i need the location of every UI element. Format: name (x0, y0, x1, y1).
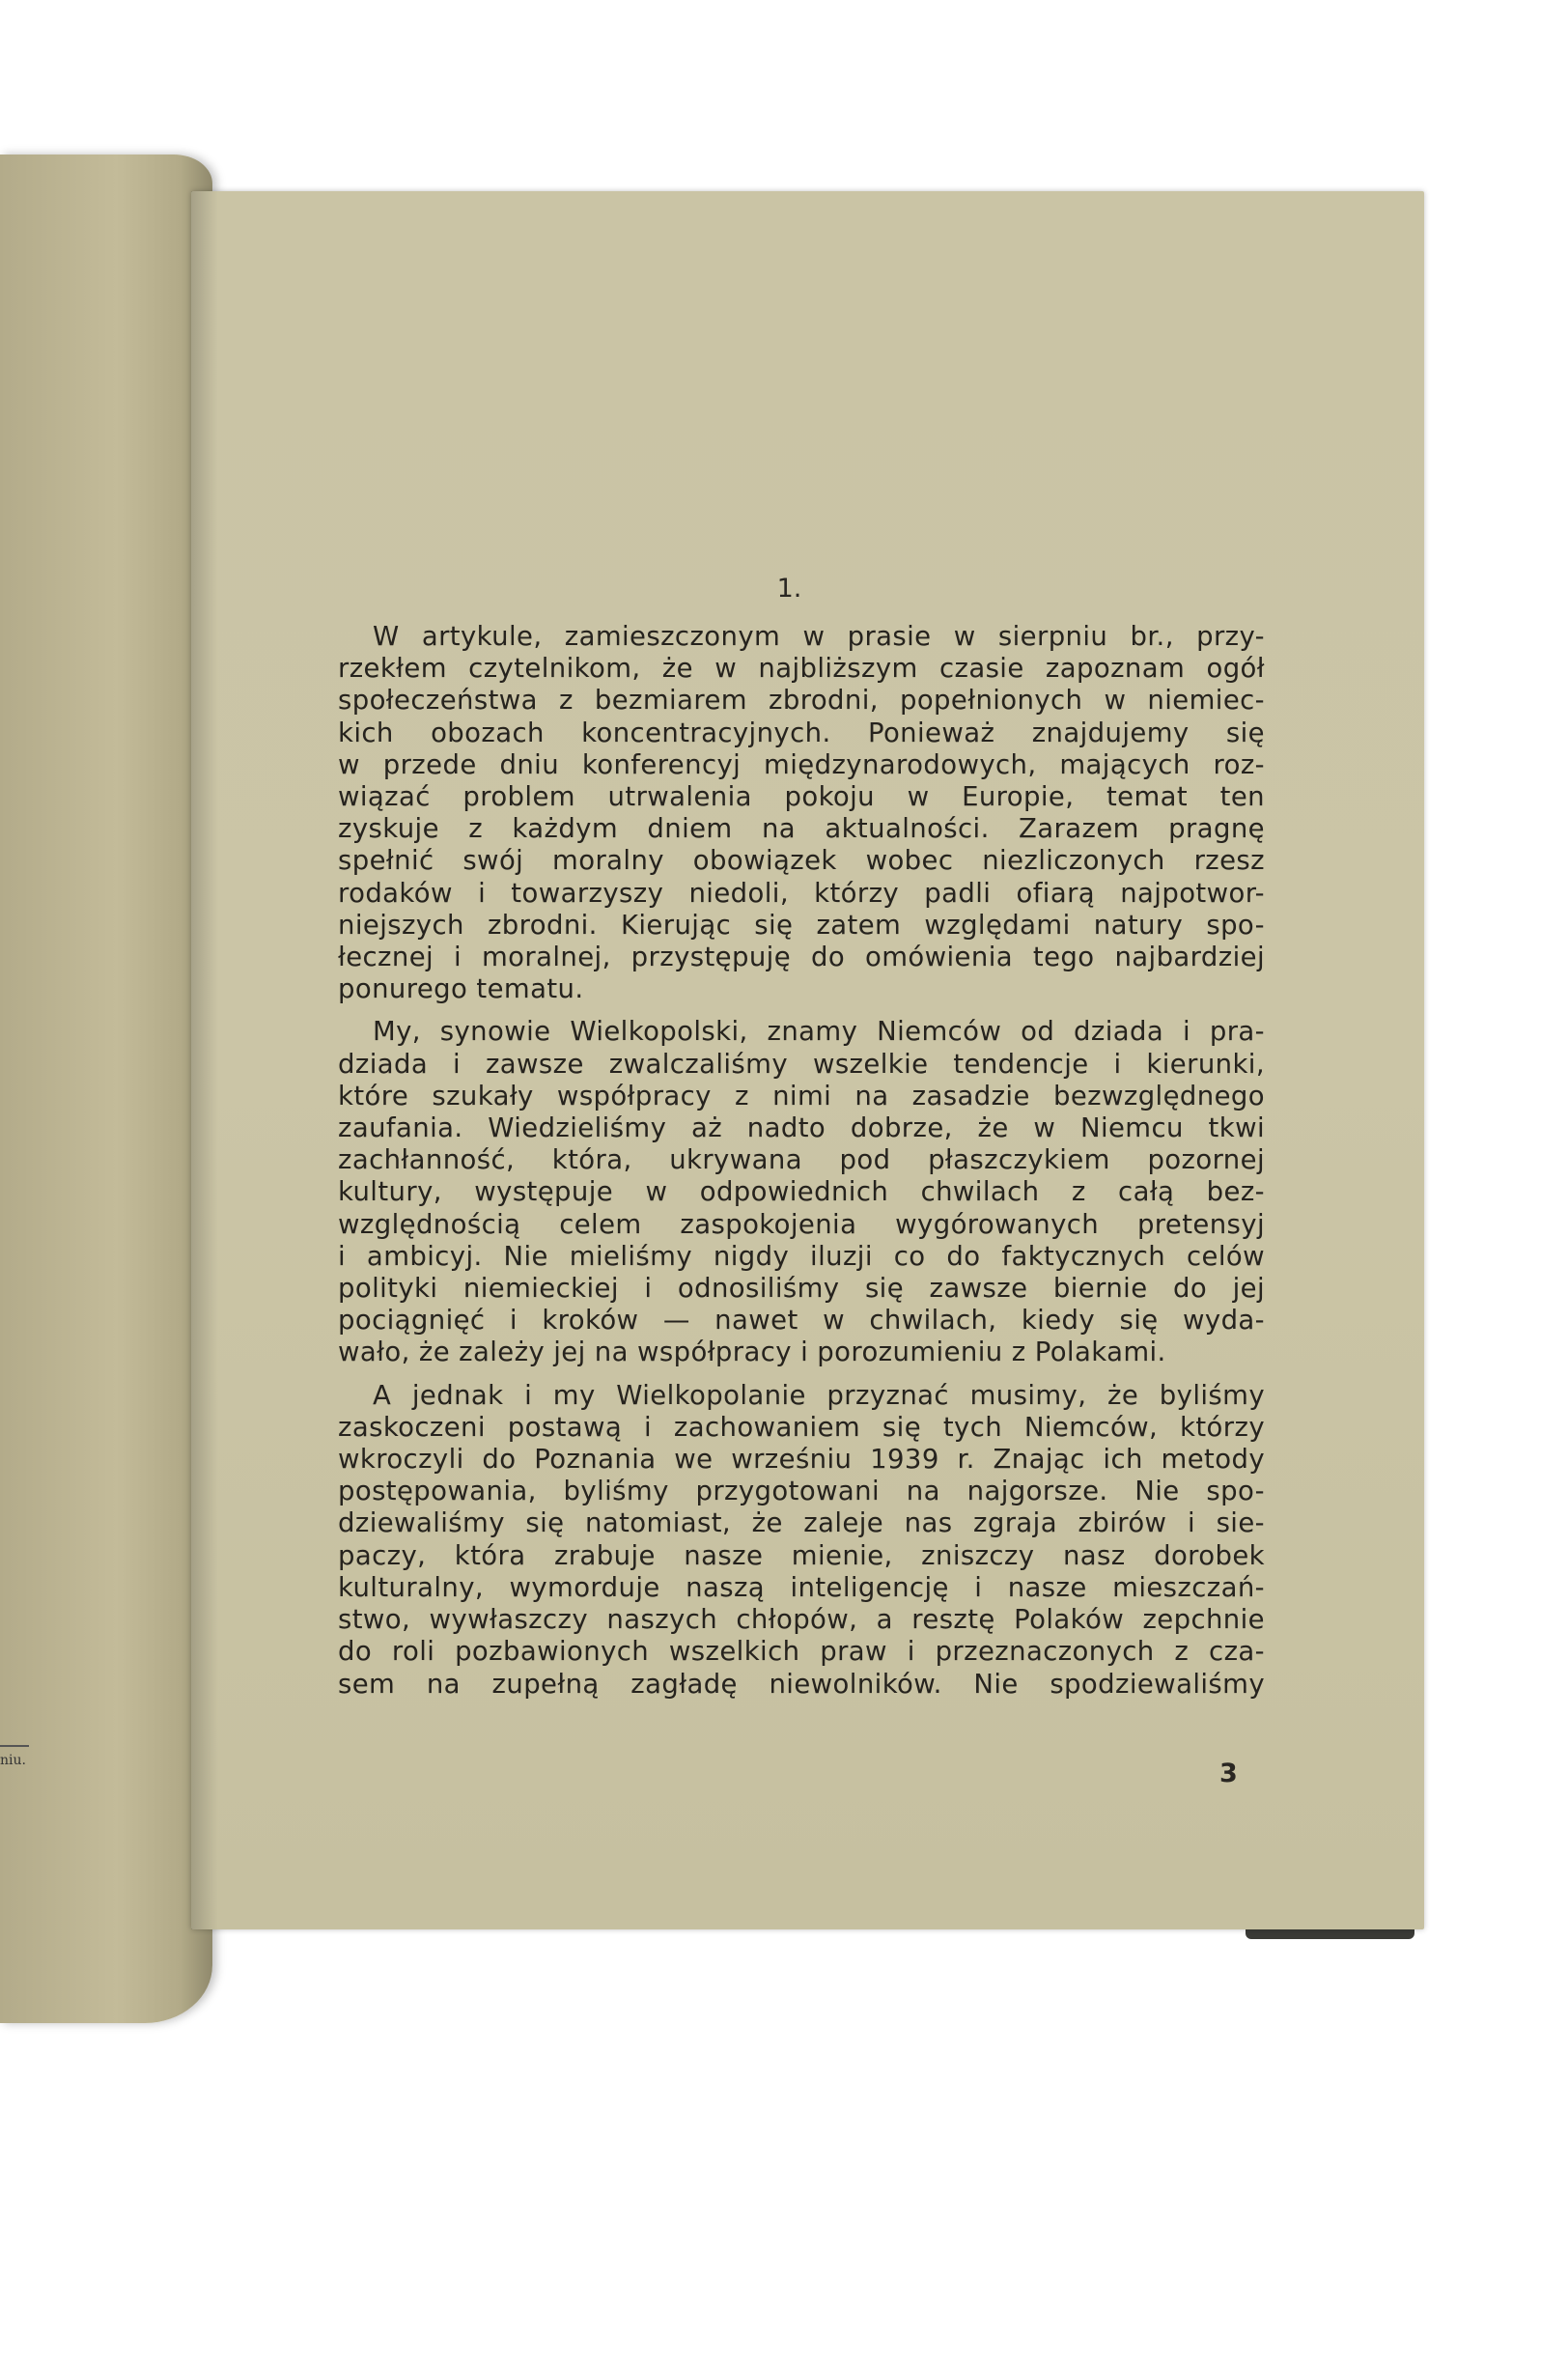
right-page (191, 191, 1424, 1929)
text-line: ponurego tematu. (338, 973, 584, 1005)
left-page (0, 155, 212, 2023)
text-line: wało, że zależy jej na współpracy i porozumieniu z Polakami. (338, 1337, 1166, 1368)
text-line: zyskuje z każdym dniem na aktualności. Zarazem pragnę (338, 813, 1265, 845)
text-line: łecznej i moralnej, przystępuję do omówienia tego najbardziej (338, 942, 1265, 973)
paragraph-gap (338, 1005, 1265, 1016)
text-line: spełnić swój moralny obowiązek wobec niezliczonych rzesz (338, 845, 1265, 877)
text-line: wiązać problem utrwalenia pokoju w Europie, temat ten (338, 781, 1265, 813)
left-page-footnote-rule (0, 1745, 29, 1747)
text-line: postępowania, byliśmy przygotowani na najgorsze. Nie spo- (338, 1476, 1265, 1507)
text-line: rodaków i towarzyszy niedoli, którzy padli ofiarą najpotwor- (338, 877, 1265, 909)
paragraph (338, 1380, 1265, 1701)
text-line: sem na zupełną zagładę niewolników. Nie spodziewaliśmy (338, 1668, 1265, 1700)
page-gutter-shadow (191, 191, 218, 1929)
text-line: kulturalny, wymorduje naszą inteligencję i nasze mieszczań- (338, 1571, 1265, 1603)
body-text (338, 621, 1265, 1701)
text-line: względnością celem zaspokojenia wygórowanych pretensyj (338, 1208, 1265, 1240)
text-line: do roli pozbawionych wszelkich praw i przeznaczonych z cza- (338, 1636, 1265, 1668)
text-line: rzekłem czytelnikom, że w najbliższym czasie zapoznam ogół (338, 653, 1265, 685)
text-line: stwo, wywłaszczy naszych chłopów, a resztę Polaków zepchnie (338, 1604, 1265, 1636)
text-line: dziewaliśmy się natomiast, że zaleje nas zgraja zbirów i sie- (338, 1507, 1265, 1539)
paragraph-gap (338, 1369, 1265, 1380)
text-line: zaufania. Wiedzieliśmy aż nadto dobrze, że w Niemcu tkwi (338, 1112, 1265, 1144)
text-line: niejszych zbrodni. Kierując się zatem względami natury spo- (338, 909, 1265, 941)
left-page-text-fragment: niu. (0, 1753, 26, 1768)
text-line: społeczeństwa z bezmiarem zbrodni, popełnionych w niemiec- (338, 685, 1265, 717)
text-line: My, synowie Wielkopolski, znamy Niemców od dziada i pra- (373, 1016, 1265, 1048)
text-line: polityki niemieckiej i odnosiliśmy się zawsze biernie do jej (338, 1273, 1265, 1305)
text-line: które szukały współpracy z nimi na zasadzie bezwzględnego (338, 1080, 1265, 1112)
text-line: kich obozach koncentracyjnych. Ponieważ znajdujemy się (338, 717, 1265, 748)
text-line: pociągnięć i kroków — nawet w chwilach, kiedy się wyda- (338, 1305, 1265, 1337)
text-line: zaskoczeni postawą i zachowaniem się tych Niemców, którzy (338, 1411, 1265, 1443)
text-line: wkroczyli do Poznania we wrześniu 1939 r. Znając ich metody (338, 1444, 1265, 1476)
text-line: kultury, występuje w odpowiednich chwilach z całą bez- (338, 1176, 1265, 1208)
text-line: zachłanność, która, ukrywana pod płaszczykiem pozornej (338, 1144, 1265, 1176)
text-line: dziada i zawsze zwalczaliśmy wszelkie tendencje i kierunki, (338, 1048, 1265, 1080)
section-number: 1. (776, 574, 802, 604)
page-number: 3 (1219, 1759, 1238, 1788)
paragraph (338, 621, 1265, 1005)
text-line: w przede dniu konferencyj międzynarodowych, mających roz- (338, 748, 1265, 780)
text-line: i ambicyj. Nie mieliśmy nigdy iluzji co do faktycznych celów (338, 1240, 1265, 1272)
text-line: paczy, która zrabuje nasze mienie, zniszczy nasz dorobek (338, 1539, 1265, 1571)
paragraph (338, 1016, 1265, 1368)
text-line: A jednak i my Wielkopolanie przyznać musimy, że byliśmy (373, 1379, 1265, 1411)
text-line: W artykule, zamieszczonym w prasie w sierpniu br., przy- (373, 621, 1265, 652)
